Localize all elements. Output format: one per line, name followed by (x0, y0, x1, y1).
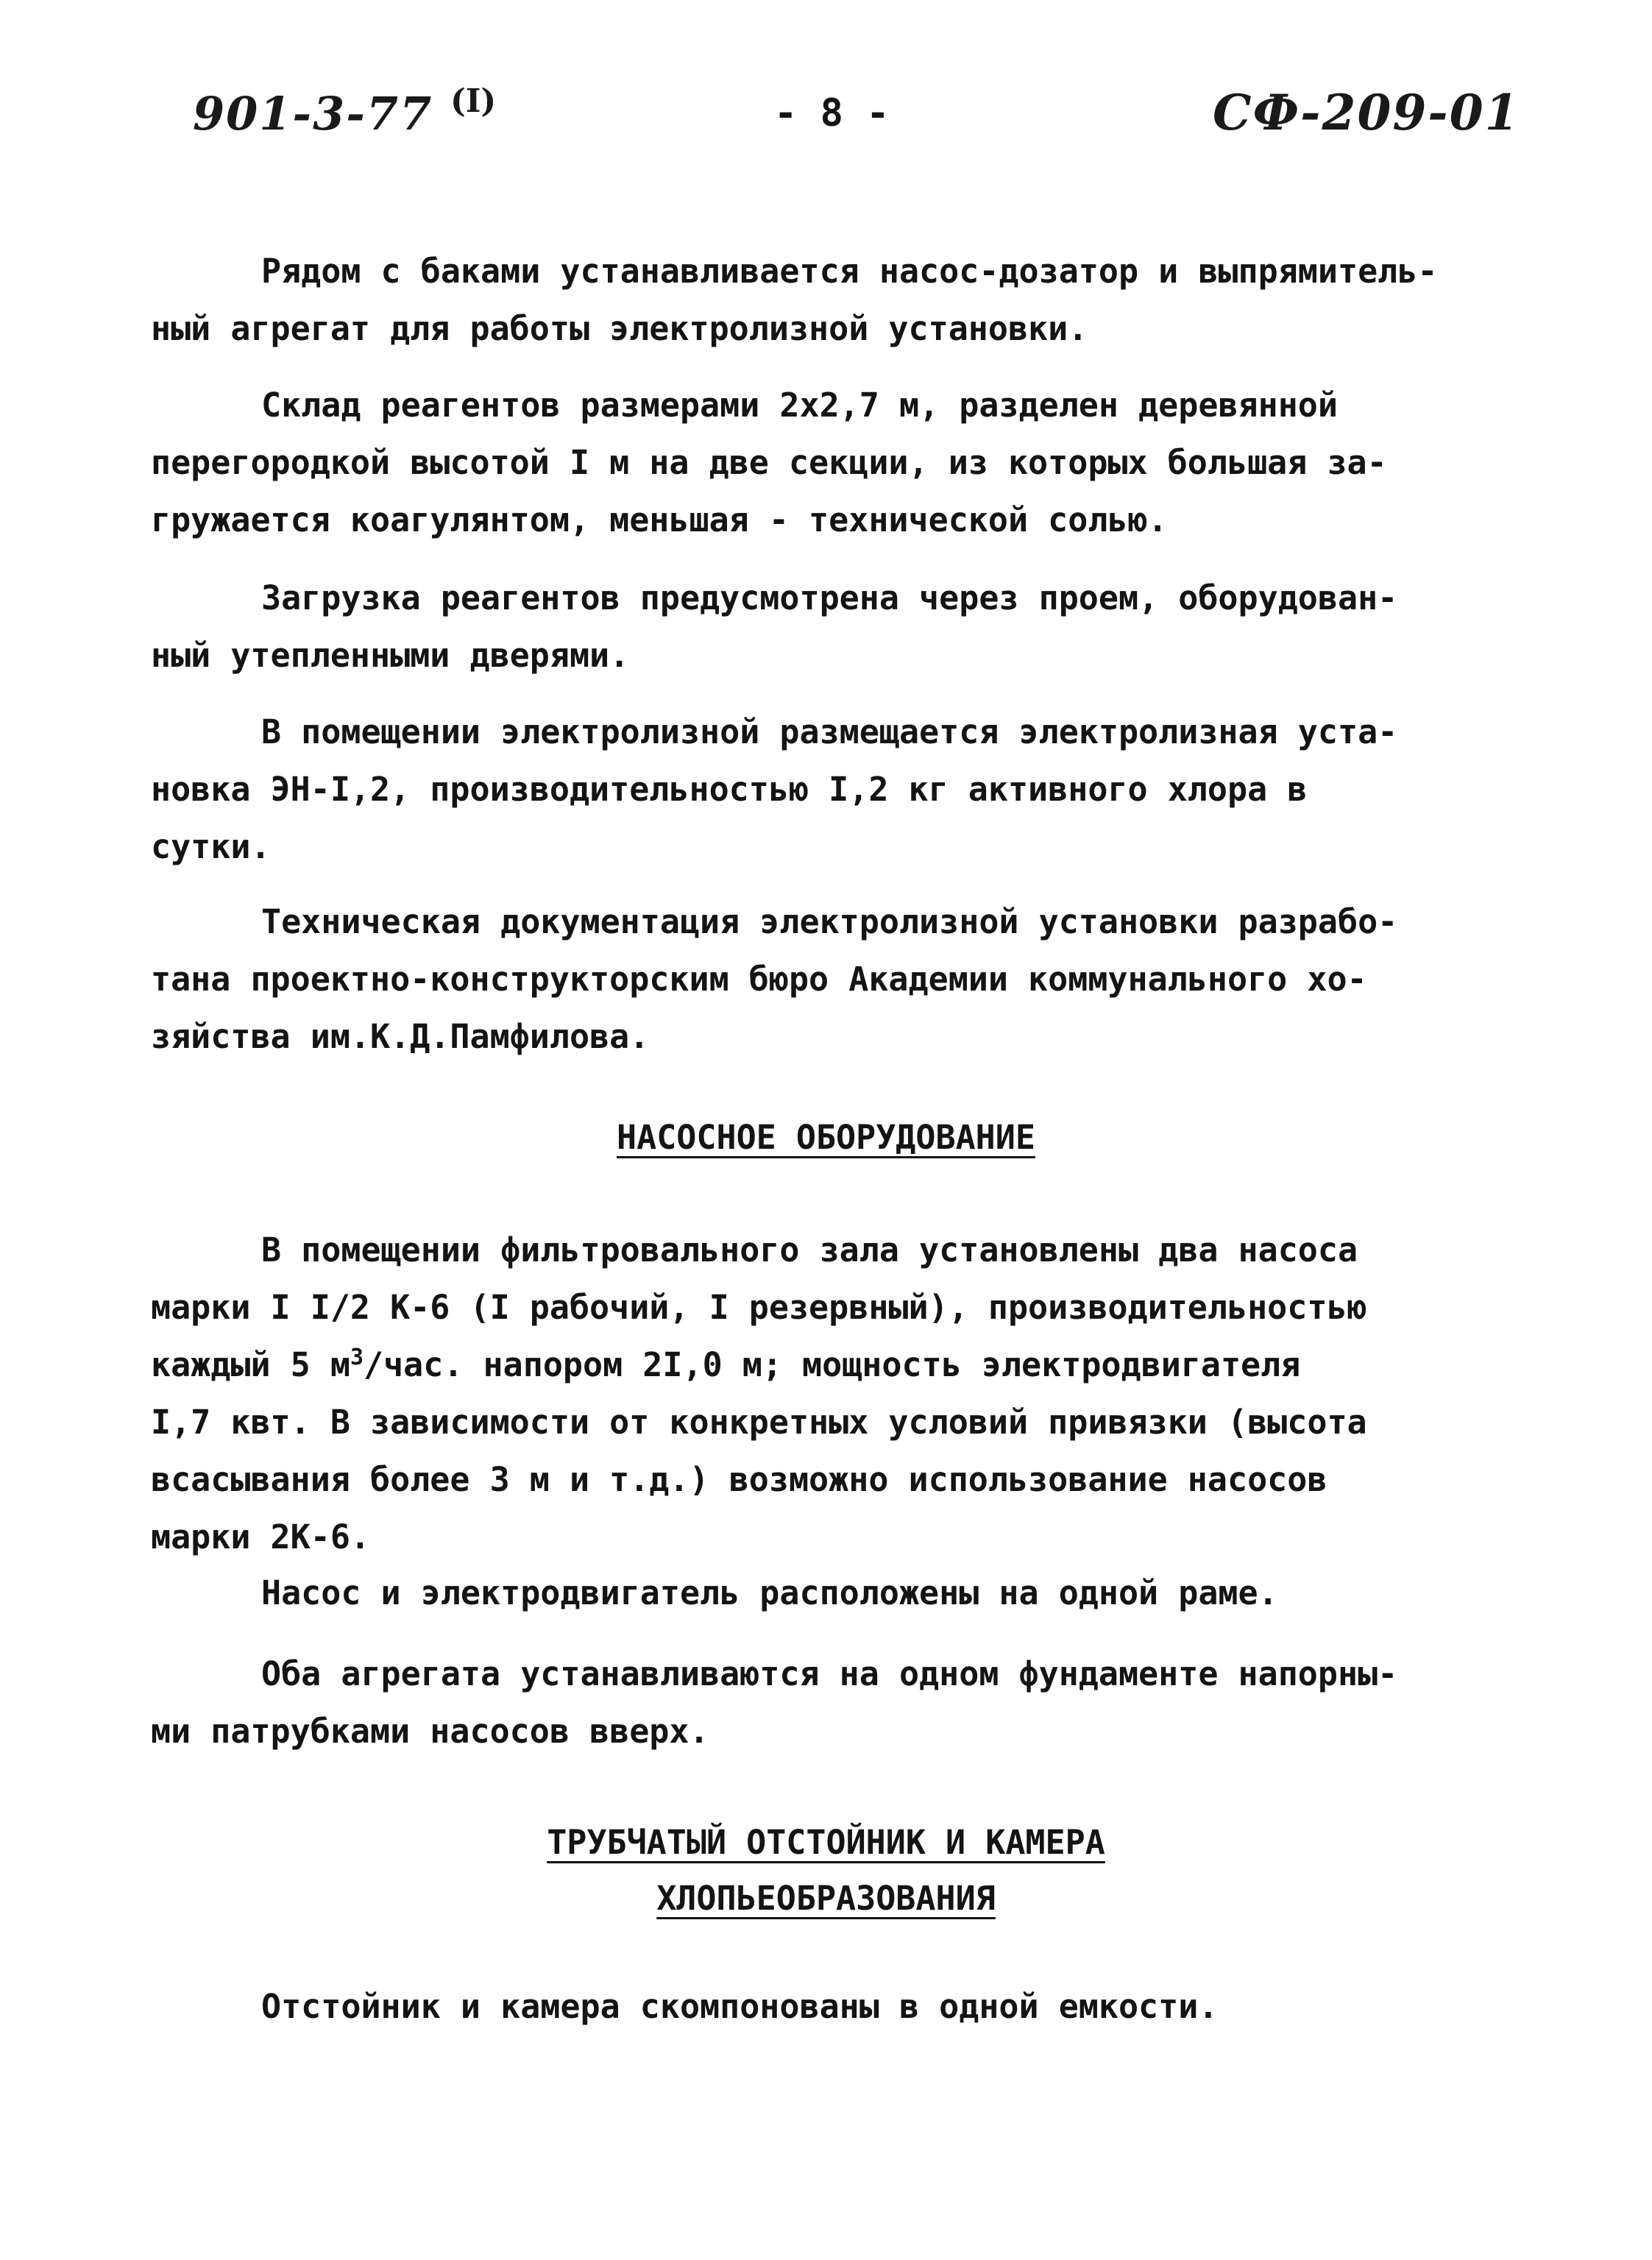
text-line: новка ЭН-I,2, производительностью I,2 кг активного хлора в (151, 770, 1308, 809)
text-line: В помещении фильтровального зала установлены два насоса (261, 1230, 1358, 1269)
text-line: ми патрубками насосов вверх. (151, 1712, 709, 1751)
paragraph-technical-documentation (151, 893, 1497, 1066)
paragraph-pump-foundation (151, 1646, 1497, 1760)
heading-text: ТРУБЧАТЫЙ ОТСТОЙНИК И КАМЕРА (547, 1823, 1105, 1862)
text-line: Склад реагентов размерами 2х2,7 м, разделен деревянной (261, 386, 1338, 425)
text-line: тана проектно-конструкторским бюро Академии коммунального хо- (151, 960, 1367, 999)
series-code: СФ-209-01 (1213, 84, 1520, 141)
paragraph-dosing-pump (151, 243, 1497, 358)
text-fragment: каждый 5 м (151, 1345, 350, 1384)
page-number: - 8 - (774, 91, 890, 135)
text-line: I,7 квт. В зависимости от конкретных условий привязки (высота (151, 1403, 1367, 1442)
document-issue: (I) (450, 82, 497, 120)
text-line: марки I I/2 К-6 (I рабочий, I резервный), производительностью (151, 1288, 1367, 1327)
paragraph-pump-frame (151, 1565, 1497, 1622)
text-line: Рядом с баками устанавливается насос-дозатор и выпрямитель- (261, 252, 1438, 291)
text-fragment: /час. напором 2I,0 м; мощность электродвигателя (364, 1345, 1301, 1384)
paragraph-reagent-storage (151, 377, 1497, 549)
text-line: Оба агрегата устанавливаются на одном фундаменте напорны- (261, 1654, 1398, 1693)
section-heading-pumps (0, 1110, 1652, 1166)
text-line: сутки. (151, 827, 271, 866)
text-line: Насос и электродвигатель расположены на одной раме. (261, 1573, 1278, 1612)
superscript: 3 (350, 1345, 364, 1370)
text-line-with-superscript (151, 1336, 1497, 1394)
text-line: ный утепленными дверями. (151, 636, 630, 675)
paragraph-electrolysis-unit (151, 704, 1497, 876)
text-line: Техническая документация электролизной установки разрабо- (261, 902, 1398, 941)
text-line: всасывания более 3 м и т.д.) возможно использование насосов (151, 1460, 1327, 1499)
text-line: В помещении электролизной размещается электролизная уста- (261, 712, 1398, 751)
text-line: Отстойник и камера скомпонованы в одной емкости. (261, 1987, 1219, 2026)
text-line: гружается коагулянтом, меньшая - технической солью. (151, 500, 1168, 539)
text-line: зяйства им.К.Д.Памфилова. (151, 1017, 650, 1056)
paragraph-reagent-loading (151, 570, 1497, 684)
heading-text: ХЛОПЬЕОБРАЗОВАНИЯ (656, 1879, 996, 1918)
paragraph-pump-equipment (151, 1222, 1497, 1566)
text-line: перегородкой высотой I м на две секции, из которых большая за- (151, 443, 1387, 482)
text-line: ный агрегат для работы электролизной установки. (151, 309, 1088, 348)
document-code: 901-3-77 (193, 87, 433, 141)
text-line: Загрузка реагентов предусмотрена через проем, оборудован- (261, 578, 1398, 617)
paragraph-settler-chamber (151, 1978, 1497, 2036)
text-line: марки 2К-6. (151, 1517, 371, 1556)
heading-text: НАСОСНОЕ ОБОРУДОВАНИЕ (617, 1118, 1035, 1157)
section-heading-tube-settler (0, 1815, 1652, 1927)
